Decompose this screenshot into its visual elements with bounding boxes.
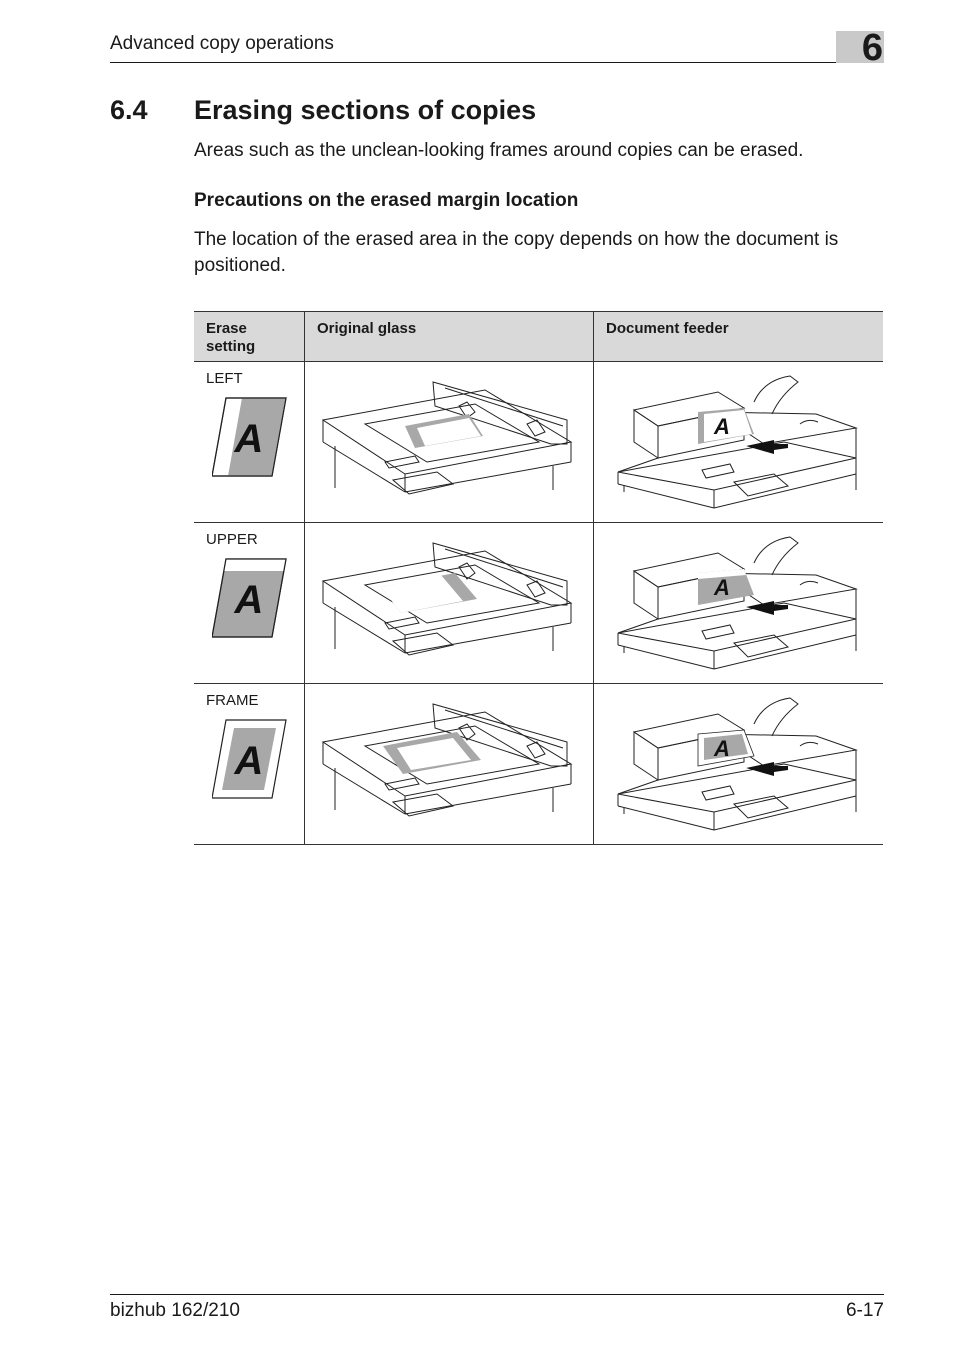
document-feeder-illustration-cell bbox=[594, 362, 884, 523]
page-letter: A bbox=[234, 739, 264, 783]
feeder-page-letter: A bbox=[714, 575, 730, 600]
erase-setting-label: LEFT bbox=[206, 370, 243, 387]
original-glass-illustration-cell bbox=[305, 684, 594, 845]
table-header-row bbox=[194, 312, 883, 362]
erase-setting-label: FRAME bbox=[206, 692, 259, 709]
feeder-page-letter: A bbox=[714, 736, 730, 761]
section-heading bbox=[110, 95, 536, 126]
copier-feeder-illustration bbox=[594, 684, 883, 844]
chapter-number: 6 bbox=[861, 27, 883, 69]
copier-feeder-illustration bbox=[594, 362, 883, 522]
copier-feeder-illustration bbox=[594, 523, 883, 683]
page-letter: A bbox=[234, 417, 264, 461]
page-erase-left-icon bbox=[212, 396, 292, 478]
erase-setting-cell bbox=[194, 523, 305, 684]
original-glass-illustration-cell bbox=[305, 362, 594, 523]
section-number: 6.4 bbox=[110, 95, 148, 125]
body-paragraph: The location of the erased area in the copy depends on how the document is positioned. bbox=[194, 229, 839, 276]
table-row bbox=[194, 684, 883, 845]
erase-settings-table bbox=[194, 311, 883, 845]
page-letter: A bbox=[234, 578, 264, 622]
footer-page-number: 6-17 bbox=[845, 1300, 884, 1321]
copier-glass-illustration bbox=[305, 523, 593, 683]
document-feeder-illustration-cell bbox=[594, 523, 884, 684]
document-feeder-illustration-cell bbox=[594, 684, 884, 845]
chapter-tab bbox=[836, 27, 884, 69]
section-title: Erasing sections of copies bbox=[194, 95, 537, 125]
erase-setting-cell bbox=[194, 684, 305, 845]
column-header-erase-setting: Erase setting bbox=[194, 312, 305, 362]
table-row bbox=[194, 362, 883, 523]
page-erase-frame-icon bbox=[212, 718, 292, 800]
original-glass-illustration-cell bbox=[305, 523, 594, 684]
footer-product-name: bizhub 162/210 bbox=[110, 1300, 240, 1321]
erase-setting-label: UPPER bbox=[206, 531, 258, 548]
intro-paragraph: Areas such as the unclean-looking frames around copies can be erased. bbox=[194, 140, 804, 161]
subheading: Precautions on the erased margin location bbox=[194, 190, 579, 211]
table-row bbox=[194, 523, 883, 684]
page-erase-upper-icon bbox=[212, 557, 292, 639]
column-header-document-feeder: Document feeder bbox=[594, 312, 884, 362]
copier-glass-illustration bbox=[305, 684, 593, 844]
column-header-original-glass: Original glass bbox=[305, 312, 594, 362]
running-header: Advanced copy operations bbox=[110, 33, 334, 54]
footer-rule bbox=[110, 1294, 884, 1295]
header-rule bbox=[110, 62, 836, 63]
feeder-page-letter: A bbox=[714, 414, 730, 439]
erase-setting-cell bbox=[194, 362, 305, 523]
copier-glass-illustration bbox=[305, 362, 593, 522]
